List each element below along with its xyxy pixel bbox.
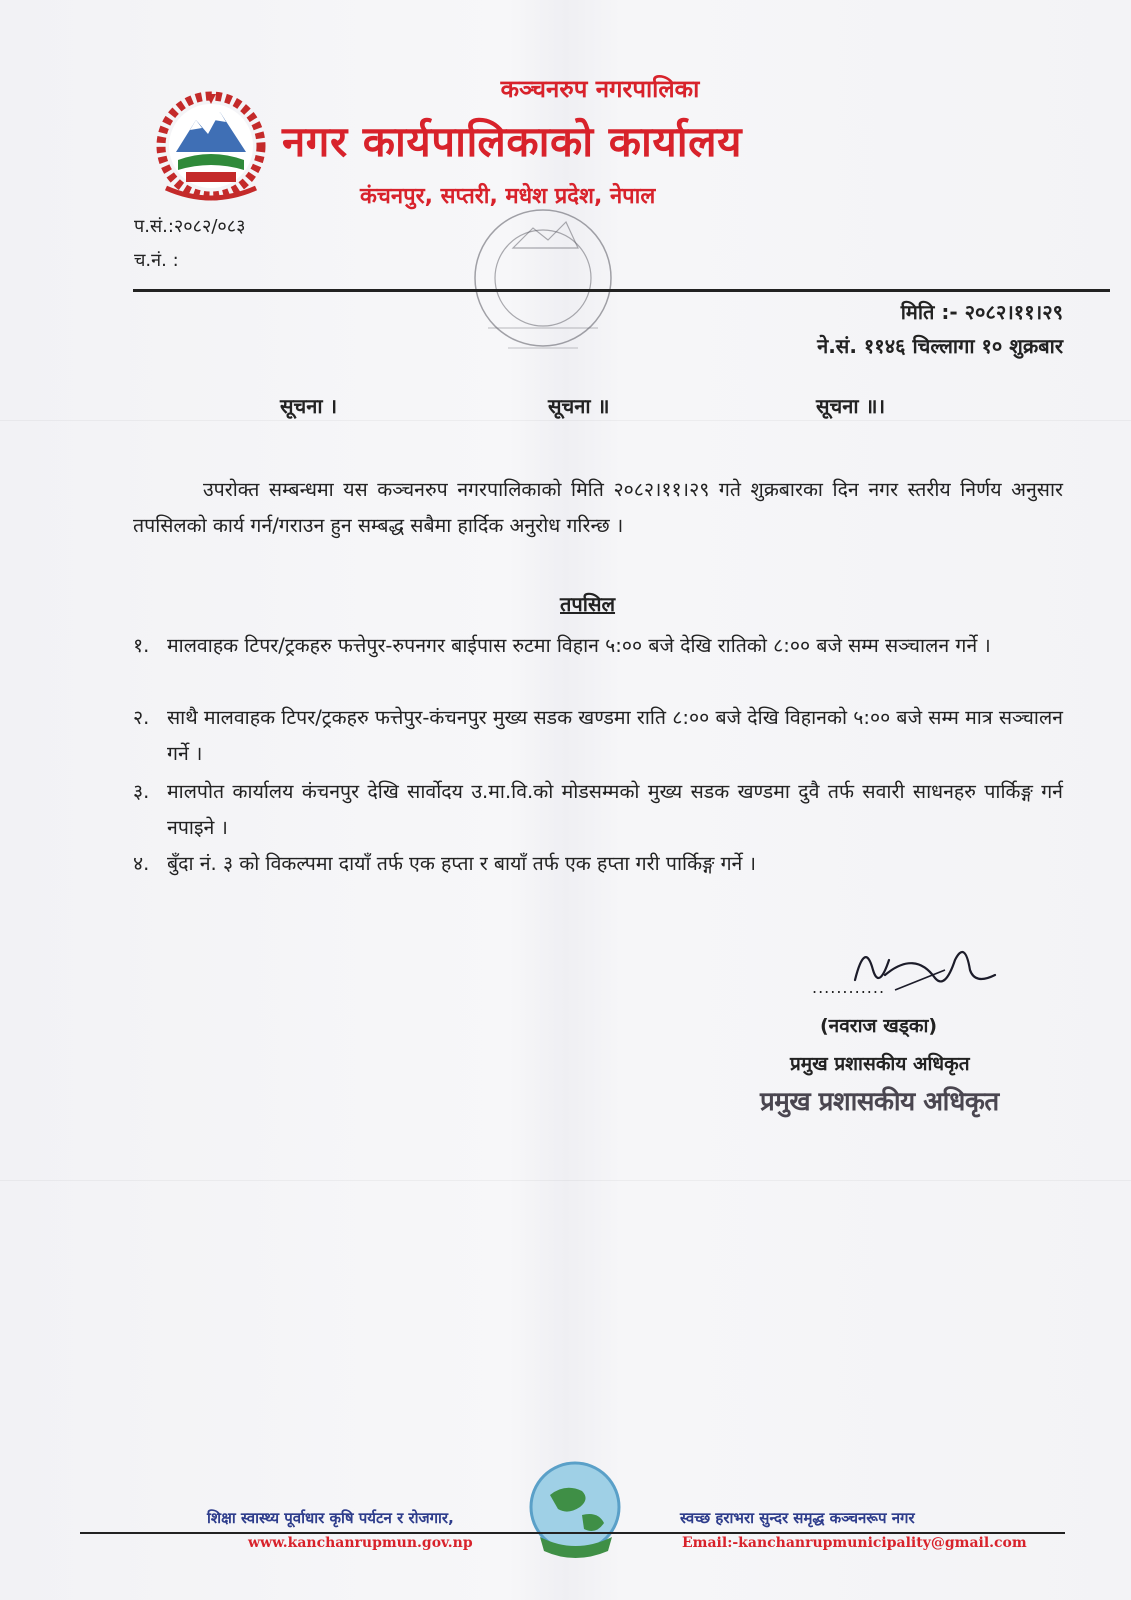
notice-heading: सूचना ॥	[548, 394, 610, 418]
body-paragraph: उपरोक्त सम्बन्धमा यस कञ्चनरुप नगरपालिकाको मिति २०८२।११।२९ गते शुक्रबारका दिन नगर स्तरीय निर्णय अनुसार तपसिलको कार्य गर्न/गराउन हुन सम्बद्ध सबैमा हार्दिक अनुरोध गरिन्छ ।	[133, 478, 1063, 537]
footer-slogan-left: शिक्षा स्वास्थ्य पूर्वाधार कृषि पर्यटन र रोजगार,	[207, 1509, 454, 1527]
email-link[interactable]: Email:-kanchanrupmunicipality@gmail.com	[682, 1535, 1027, 1551]
fold-line	[0, 420, 1131, 421]
list-item-number: २.	[133, 706, 150, 729]
nepal-emblem-icon	[146, 90, 276, 202]
footer-slogan-right: स्वच्छ हराभरा सुन्दर समृद्ध कञ्चनरूप नगर	[680, 1509, 915, 1527]
list-item-number: ३.	[133, 780, 150, 803]
list-item	[133, 628, 1063, 664]
office-title: नगर कार्यपालिकाको कार्यालय	[282, 117, 742, 166]
designation-stamp: प्रमुख प्रशासकीय अधिकृत	[760, 1087, 999, 1117]
signatory-name: (नवराज खड्का)	[820, 1015, 938, 1037]
signatory-title: प्रमुख प्रशासकीय अधिकृत	[790, 1053, 970, 1075]
globe-logo-icon	[520, 1455, 630, 1565]
municipality-name: कञ्चनरुप नगरपालिका	[500, 75, 700, 103]
list-item	[133, 700, 1063, 772]
website-link[interactable]: www.kanchanrupmun.gov.np	[248, 1535, 473, 1551]
list-item-text: बुँदा नं. ३ को विकल्पमा दायाँ तर्फ एक हप्ता र बायाँ तर्फ एक हप्ता गरी पार्किङ्ग गर्ने ।	[167, 852, 756, 875]
reference-number: प.सं.:२०८२/०८३	[134, 216, 246, 237]
list-item-text: मालवाहक टिपर/ट्रकहरु फत्तेपुर-रुपनगर बाईपास रुटमा विहान ५:०० बजे देखि रातिको ८:०० बजे सम्म सञ्चालन गर्ने ।	[167, 634, 991, 657]
handwritten-signature-icon	[795, 930, 1015, 1010]
list-item-text: मालपोत कार्यालय कंचनपुर देखि सार्वोदय उ.मा.वि.को मोडसम्मको मुख्य सडक खण्डमा दुवै तर्फ सवारी साधनहरु पार्किङ्ग गर्न नपाइने ।	[167, 780, 1063, 839]
office-address: कंचनपुर, सप्तरी, मधेश प्रदेश, नेपाल	[360, 184, 656, 209]
list-item-number: १.	[133, 634, 150, 657]
office-seal-icon	[448, 208, 638, 368]
footer-divider	[80, 1532, 1065, 1534]
notice-heading: सूचना ।	[280, 394, 338, 418]
list-item-number: ४.	[133, 852, 150, 875]
nepal-sambat-date: ने.सं. ११४६ चिल्लागा १० शुक्रबार	[817, 334, 1063, 358]
fold-line	[0, 1180, 1131, 1181]
list-item-text: साथै मालवाहक टिपर/ट्रकहरु फत्तेपुर-कंचनपुर मुख्य सडक खण्डमा राति ८:०० बजे देखि विहानको ५:०० बजे सम्म मात्र सञ्चालन गर्ने ।	[167, 706, 1063, 765]
dispatch-number: च.नं. :	[134, 250, 179, 271]
list-item	[133, 774, 1063, 846]
header-divider	[133, 289, 1110, 292]
notice-heading: सूचना ॥।	[816, 394, 886, 418]
details-heading: तपसिल	[560, 592, 616, 616]
signature-dotted-line: ............	[812, 978, 886, 997]
list-item	[133, 846, 1063, 882]
date: मिति :- २०८२।११।२९	[900, 300, 1063, 324]
